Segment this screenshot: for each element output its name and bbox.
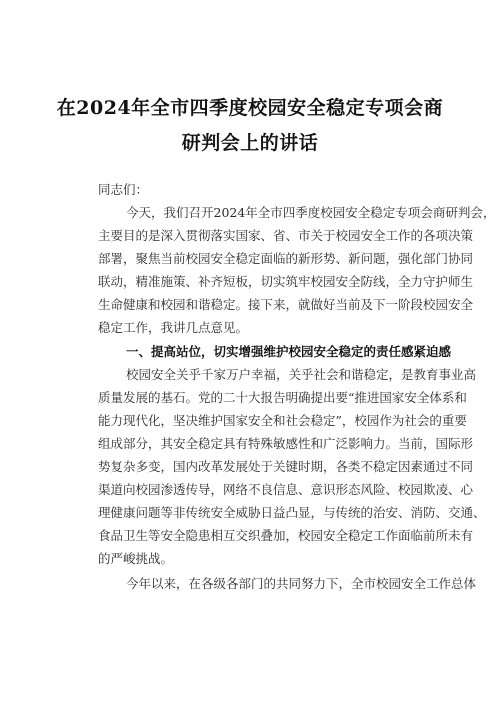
paragraph-2-line: 的严峻挑战。 xyxy=(98,551,174,566)
paragraph-2-line: 质量发展的基石。党的二十大报告明确提出要“推进国家安全体系和 xyxy=(98,390,467,405)
paragraph-3-line: 今年以来，在各级各部门的共同努力下，全市校园安全工作总体 xyxy=(126,576,477,591)
paragraph-2-line: 校园安全关乎千家万户幸福，关乎社会和谐稳定，是教育事业高 xyxy=(126,367,477,382)
paragraph-1-line: 生命健康和校园和谐稳定。接下来，就做好当前及下一阶段校园安全 xyxy=(98,297,474,312)
section-1-heading: 一、提高站位，切实增强维护校园安全稳定的责任感紧迫感 xyxy=(126,344,452,359)
paragraph-2-line: 能力现代化，坚决维护国家安全和社会稳定”，校园作为社会的重要 xyxy=(98,413,467,428)
paragraph-2-line: 食品卫生等安全隐患相互交织叠加，校园安全稳定工作面临前所未有 xyxy=(98,528,474,543)
paragraph-1-line: 联动，精准施策、补齐短板，切实筑牢校园安全防线，全力守护师生 xyxy=(98,274,474,289)
salutation: 同志们： xyxy=(98,182,149,197)
document-title-line-2: 研判会上的讲话 xyxy=(181,132,319,154)
document-title-line-1: 在2024年全市四季度校园安全稳定专项会商 xyxy=(56,97,444,119)
paragraph-1-line: 今天，我们召开2024年全市四季度校园安全稳定专项会商研判会， xyxy=(126,205,496,220)
paragraph-2-line: 组成部分，其安全稳定具有特殊敏感性和广泛影响力。当前，国际形 xyxy=(98,436,474,451)
paragraph-2-line: 理健康问题等非传统安全威胁日益凸显，与传统的治安、消防、交通、 xyxy=(98,505,486,520)
paragraph-2-line: 势复杂多变，国内改革发展处于关键时期，各类不稳定因素通过不同 xyxy=(98,459,474,474)
paragraph-2-line: 渠道向校园渗透传导，网络不良信息、意识形态风险、校园欺凌、心 xyxy=(98,482,474,497)
paragraph-1-line: 部署，聚焦当前校园安全稳定面临的新形势、新问题，强化部门协同 xyxy=(98,251,474,266)
paragraph-1-line: 稳定工作，我讲几点意见。 xyxy=(98,320,249,335)
paragraph-1-line: 主要目的是深入贯彻落实国家、省、市关于校园安全工作的各项决策 xyxy=(98,228,474,243)
